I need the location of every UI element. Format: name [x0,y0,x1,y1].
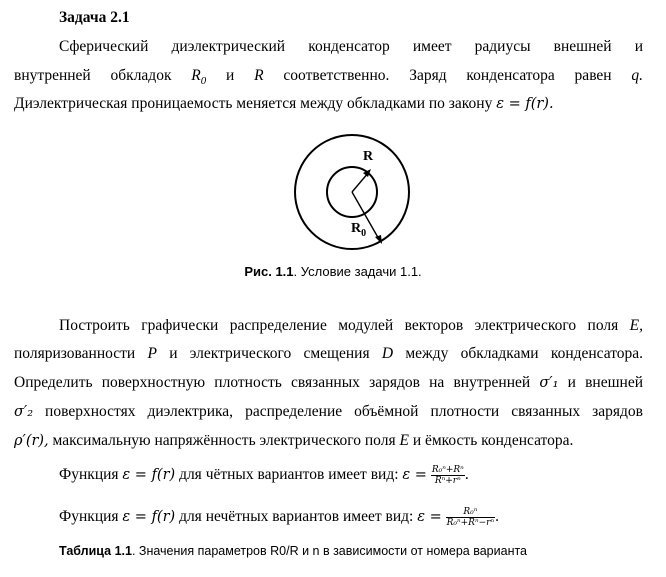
function-odd: Функция ε = f(r) для нечётных вариантов имеет вид: ε = $\frac{\text{R₀ⁿ}}{\text{R₀ⁿ+Rⁿ−rⁿ}}$ . [59,507,499,528]
problem-title: Задача 2.1 [59,9,130,26]
label-R0: $R_0$ [351,221,367,239]
formula-eps: ε = f(r). [496,96,554,112]
para2-line5: ρ′(r), максимальную напряжённость электрического поля E и ёмкость конденсатора. [14,432,574,449]
para1-line1: Сферический диэлектрический конденсатор имеет радиусы внешней и [59,38,643,55]
fraction-odd: $\frac{\text{R₀ⁿ}}{\text{R₀ⁿ+Rⁿ−rⁿ}}$ [446,507,495,528]
table-caption: Таблица 1.1. Значения параметров R0/R и n в зависимости от номера варианта [59,544,528,558]
para2-line3: Определить поверхностную плотность связанных зарядов на внутренней σ′₁ и внешней [14,374,644,391]
capacitor-figure [276,129,432,255]
para1-line3: Диэлектрическая проницаемость меняется между обкладками по закону ε = f(r). [14,95,554,112]
label-R: R [363,149,374,164]
figure-caption: Рис. 1.1. Условие задачи 1.1. [244,264,422,279]
fraction-even: $\frac{\text{R₀ⁿ+Rⁿ}}{\text{Rⁿ+rⁿ}}$ [431,465,464,486]
para2-line1: Построить графически распределение модулей векторов электрического поля E, [59,317,643,334]
var-R0: $R_0$ [191,67,207,88]
para2-line2: поляризованности P и электрического смещения D между обкладками конденсатора. [14,345,644,362]
para1-line2: внутренней обкладок $R_0$ и R соответственно. Заряд конденсатора равен q. [14,67,644,88]
function-even: Функция ε = f(r) для чётных вариантов имеет вид: ε = $\frac{\text{R₀ⁿ+Rⁿ}}{\text{Rⁿ+rⁿ}}$ . [59,465,469,486]
para2-line4: σ′₂ поверхностях диэлектрика, распределение объёмной плотности связанных зарядов [14,403,643,420]
